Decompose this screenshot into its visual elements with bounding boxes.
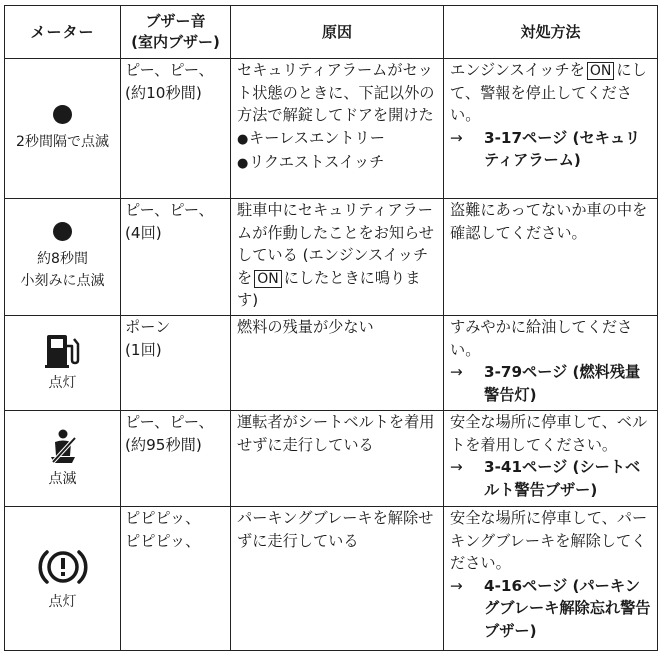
warning-buzzer-table (4, 5, 658, 651)
page-reference (450, 127, 653, 172)
buzzer-line1: ピピピッ、 (125, 509, 201, 527)
buzzer-line1: ピー、ピー、 (125, 413, 214, 431)
cause-text: 燃料の残量が少ない (237, 318, 374, 336)
meter-text: 点滅 (48, 470, 77, 487)
table-row (5, 59, 658, 199)
remedy-text: 安全な場所に停車して、ベルトを着用してください。 (450, 413, 648, 454)
remedy-text: すみやかに給油してください。 (450, 318, 633, 359)
bullet-icon: ● (237, 156, 249, 171)
meter-cell (5, 59, 121, 199)
page-reference-text: 3-41ページ (シートベルト警告ブザー) (484, 458, 641, 499)
cause-text: パーキングブレーキを解除せずに走行している (237, 509, 434, 550)
buzzer-cell (121, 507, 231, 651)
remedy-cell (444, 316, 658, 411)
cause-text-before: 駐車中にセキュリティアラームが作動したことをお知らせしている (エンジンスイッチを (237, 201, 434, 287)
cause-cell (231, 316, 444, 411)
table-row (5, 411, 658, 507)
meter-text: 2秒間隔で点滅 (16, 133, 109, 150)
page-reference (450, 361, 653, 406)
header-meter: メーター (5, 6, 121, 59)
cause-text: 運転者がシートベルトを着用せずに走行している (237, 413, 435, 454)
header-buzzer-line1: ブザー音 (145, 12, 206, 30)
cause-cell (231, 507, 444, 651)
cause-bullet-text: キーレスエントリー (249, 128, 385, 147)
seatbelt-icon (45, 428, 81, 466)
buzzer-line1: ピー、ピー、 (125, 61, 214, 79)
table-header-row (5, 6, 658, 59)
cause-text: セキュリティアラームがセット状態のときに、下記以外の方法で解錠してドアを開けた (237, 61, 435, 124)
buzzer-line1: ポーン (125, 318, 171, 336)
cause-bullet (237, 127, 439, 152)
meter-text: 点灯 (48, 593, 77, 610)
buzzer-line1: ピー、ピー、 (125, 201, 214, 219)
buzzer-line2: (約10秒間) (125, 83, 202, 102)
remedy-cell (444, 411, 658, 507)
on-switch-label: ON (254, 270, 282, 288)
meter-text-line1: 約8秒間 (37, 251, 88, 267)
cause-cell (231, 199, 444, 316)
buzzer-cell (121, 411, 231, 507)
cause-cell (231, 411, 444, 507)
arrow-icon: → (450, 363, 463, 381)
cause-bullet-text: リクエストスイッチ (249, 153, 385, 171)
arrow-icon: → (450, 576, 463, 595)
cause-text-after: にしたときに鳴ります) (237, 268, 421, 309)
page-reference-text: 3-79ページ (燃料残量警告灯) (484, 363, 641, 404)
remedy-text: 盗難にあってないか車の中を確認してください。 (450, 201, 648, 242)
header-buzzer (121, 6, 231, 59)
dot-icon (53, 222, 72, 241)
buzzer-cell (121, 316, 231, 411)
buzzer-cell (121, 59, 231, 199)
buzzer-cell (121, 199, 231, 316)
page-reference-text: 4-16ページ (パーキングブレーキ解除忘れ警告ブザー) (484, 576, 651, 640)
meter-cell (5, 507, 121, 651)
buzzer-line2: (約95秒間) (125, 435, 202, 454)
table-row (5, 199, 658, 316)
remedy-text-before: エンジンスイッチを (450, 61, 585, 79)
buzzer-line2: (4回) (125, 223, 162, 242)
page-reference-text: 3-17ページ (セキュリティアラーム) (484, 128, 641, 169)
page-reference (450, 456, 653, 501)
meter-text-line2: 小刻みに点滅 (20, 273, 105, 289)
table-row (5, 316, 658, 411)
remedy-text-after: にして、警報を停止してください。 (450, 61, 647, 124)
fuel-pump-icon (44, 332, 82, 370)
bullet-icon: ● (237, 131, 249, 147)
cause-cell (231, 59, 444, 199)
header-cause: 原因 (231, 6, 444, 59)
parking-brake-icon (35, 545, 91, 589)
on-switch-label: ON (587, 62, 615, 80)
meter-cell (5, 199, 121, 316)
remedy-cell (444, 507, 658, 651)
buzzer-line2: ピピピッ、 (125, 531, 201, 550)
table-row (5, 507, 658, 651)
remedy-cell (444, 59, 658, 199)
dot-icon (53, 105, 72, 124)
header-remedy: 対処方法 (444, 6, 658, 59)
page-reference (450, 575, 653, 643)
cause-bullet (237, 151, 439, 176)
meter-cell (5, 411, 121, 507)
remedy-text: 安全な場所に停車して、パーキングブレーキを解除してください。 (450, 509, 648, 572)
arrow-icon: → (450, 458, 463, 476)
remedy-cell (444, 199, 658, 316)
header-buzzer-line2: (室内ブザー) (131, 33, 220, 51)
buzzer-line2: (1回) (125, 340, 162, 359)
meter-text: 点灯 (48, 375, 77, 391)
arrow-icon: → (450, 128, 463, 147)
meter-cell (5, 316, 121, 411)
